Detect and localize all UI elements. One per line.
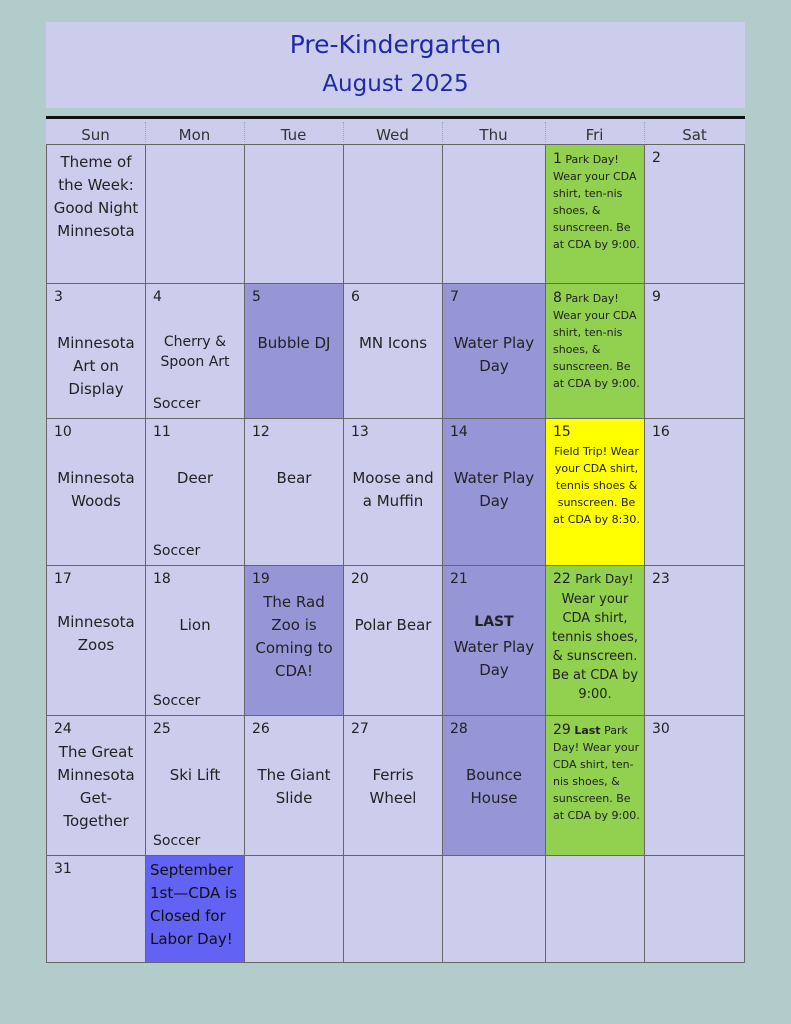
day-cell-12: 12 Bear: [245, 419, 344, 566]
day-header-mon: Mon: [145, 122, 245, 142]
day-cell-17: 17 Minnesota Zoos: [46, 566, 146, 716]
day-header-wed: Wed: [343, 122, 443, 142]
day-cell-6: 6 MN Icons: [344, 284, 443, 419]
day-cell-empty: [344, 856, 443, 963]
day-cell-24: 24 The Great Minnesota Get-Together: [46, 716, 146, 856]
day-cell-1: [546, 144, 645, 284]
day-cell-3: 3 Minnesota Art on Display: [46, 284, 146, 419]
day-cell-22: 22 Park Day! Wear your CDA shirt, tennis shoes, & sunscreen. Be at CDA by 9:00.: [546, 566, 645, 716]
day-cell-empty: [443, 856, 546, 963]
day-cell-4: 4 Cherry & Spoon Art Soccer: [146, 284, 245, 419]
month-title: August 2025: [322, 71, 469, 97]
day-cell-empty: [645, 856, 745, 963]
park-day-note: 1 Park Day! Wear your CDA shirt, ten-nis shoes, & sunscreen. Be at CDA by 9:00.: [553, 151, 640, 251]
day-cell-11: 11 Deer Soccer: [146, 419, 245, 566]
day-cell-31: 31: [46, 856, 146, 963]
day-header-sat: Sat: [682, 126, 707, 144]
last-label: LAST: [474, 614, 514, 630]
day-cell-26: 26 The Giant Slide: [245, 716, 344, 856]
park-day-note: Wear your CDA shirt, tennis shoes, & sunscreen. Be at CDA by 9:00.: [551, 592, 639, 702]
day-cell-23: 23: [645, 566, 745, 716]
day-cell-empty: [546, 856, 645, 963]
day-cell-21: 21 LAST Water Play Day: [443, 566, 546, 716]
day-cell-18: 18 Lion Soccer: [146, 566, 245, 716]
day-cell-13: 13 Moose and a Muffin: [344, 419, 443, 566]
day-header-tue: Tue: [244, 122, 344, 142]
day-cell-15: 15 Field Trip! Wear your CDA shirt, tennis shoes & sunscreen. Be at CDA by 8:30.: [546, 419, 645, 566]
park-day-note: 29 Last Park Day! Wear your CDA shirt, ten-nis shoes, & sunscreen. Be at CDA by 9:00.: [553, 722, 640, 822]
day-cell-30: 30: [645, 716, 745, 856]
day-cell-theme: [46, 144, 146, 284]
calendar-header: [46, 22, 745, 108]
day-cell-20: 20 Polar Bear: [344, 566, 443, 716]
day-cell-empty: [443, 144, 546, 284]
day-cell-19: 19 The Rad Zoo is Coming to CDA!: [245, 566, 344, 716]
field-trip-note: Field Trip! Wear your CDA shirt, tennis shoes & sunscreen. Be at CDA by 8:30.: [553, 445, 640, 526]
day-header-sun: Sun: [46, 122, 146, 142]
day-cell-28: 28 Bounce House: [443, 716, 546, 856]
theme-of-week: Theme of the Week: Good Night Minnesota: [53, 153, 139, 240]
day-cell-5: 5 Bubble DJ: [245, 284, 344, 419]
day-cell-29: [546, 716, 645, 856]
day-cell-25: 25 Ski Lift Soccer: [146, 716, 245, 856]
labor-day-note: September 1st—CDA is Closed for Labor Day!: [150, 861, 238, 948]
day-cell-9: 9: [645, 284, 745, 419]
day-cell-empty: [146, 144, 245, 284]
calendar-grid: [46, 116, 745, 963]
day-cell-27: 27 Ferris Wheel: [344, 716, 443, 856]
page-title: Pre-Kindergarten: [289, 30, 502, 59]
park-day-note: 8 Park Day! Wear your CDA shirt, ten-nis shoes, & sunscreen. Be at CDA by 9:00.: [553, 290, 640, 390]
day-header-fri: Fri: [545, 122, 645, 142]
day-cell-empty: [245, 144, 344, 284]
day-cell-10: 10 Minnesota Woods: [46, 419, 146, 566]
day-header-thu: Thu: [442, 122, 546, 142]
day-cell-empty: [344, 144, 443, 284]
day-cell-empty: [245, 856, 344, 963]
day-cell-7: 7 Water Play Day: [443, 284, 546, 419]
day-cell-14: 14 Water Play Day: [443, 419, 546, 566]
day-cell-2: 2: [645, 144, 745, 284]
day-cell-8: [546, 284, 645, 419]
top-rule: [46, 116, 745, 119]
day-cell-16: 16: [645, 419, 745, 566]
labor-day-cell: [146, 856, 245, 963]
